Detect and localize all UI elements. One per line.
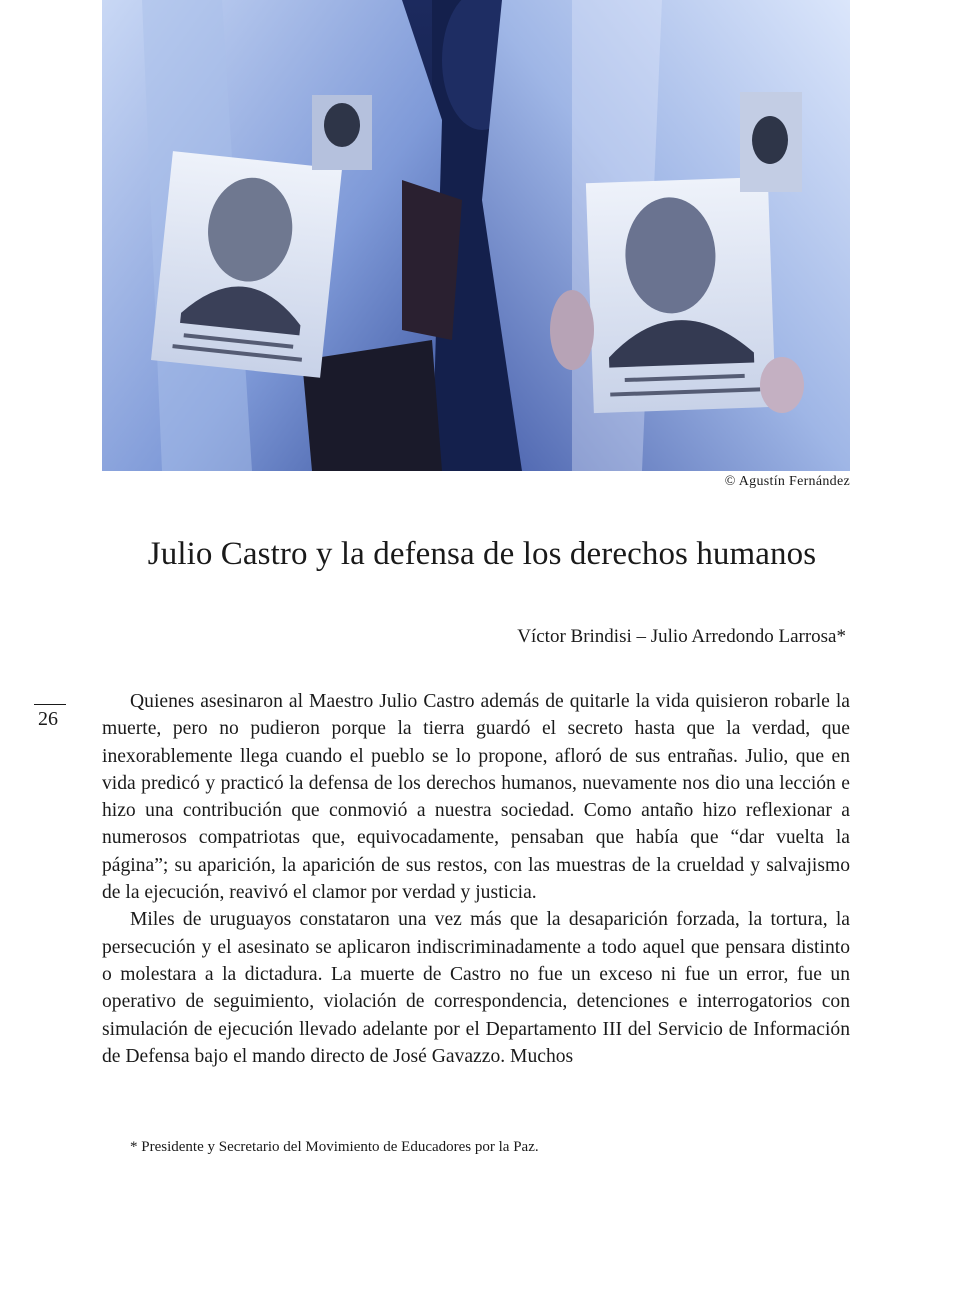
article-authors: Víctor Brindisi – Julio Arredondo Larrosa* (517, 626, 846, 647)
article-title: Julio Castro y la defensa de los derechos humanos (147, 536, 817, 572)
protest-photo-illustration (102, 0, 850, 471)
cover-photo (102, 0, 850, 471)
page-number-rule (34, 704, 66, 705)
article-body (102, 688, 850, 1070)
page-number: 26 (38, 708, 58, 730)
paragraph: Quienes asesinaron al Maestro Julio Castro además de quitarle la vida quisieron robarle la muerte, pero no pudieron porque la tierra guardó el secreto hasta que la verdad, que inexorablemente llega cuando el pueblo se lo propone, afloró de sus entrañas. Julio, que en vida predicó y practicó la defensa de los derechos humanos, nuevamente nos dio una lección e hizo una contribución que conmovió a nuestra sociedad. Como antaño hizo reflexionar a numerosos compatriotas que, equivocadamente, pensaban que había que “dar vuelta la página”; su aparición, la aparición de sus restos, con las muestras de la crueldad y salvajismo de la ejecución, reavivó el clamor por verdad y justicia. (102, 691, 850, 904)
paragraph: Miles de uruguayos constataron una vez más que la desaparición forzada, la tortura, la persecución y el asesinato se aplicaron indiscriminadamente a todo aquel que pensara distinto o molestara a la dictadura. La muerte de Castro no fue un exceso ni fue un error, fue un operativo de seguimiento, violación de correspondencia, detenciones e interrogatorios con simulación de ejecución llevado adelante por el Departamento III del Servicio de Información de Defensa bajo el mando directo de José Gavazzo. Muchos (102, 909, 850, 1067)
footnote: * Presidente y Secretario del Movimiento de Educadores por la Paz. (130, 1139, 539, 1155)
photo-credit: © Agustín Fernández (724, 474, 850, 489)
